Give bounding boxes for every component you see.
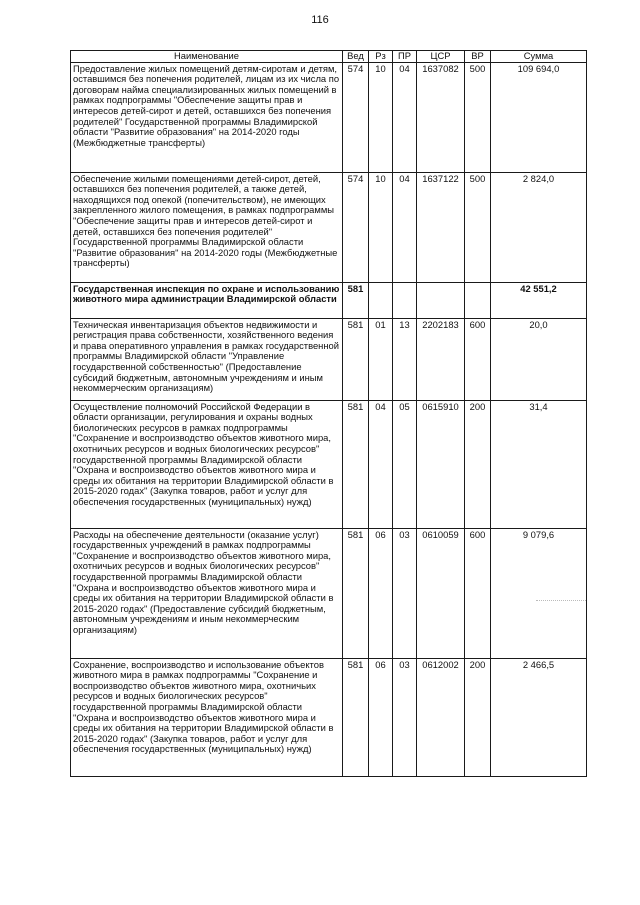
header-ved: Вед xyxy=(343,51,369,63)
row-rz: 10 xyxy=(369,62,393,172)
header-pr: ПР xyxy=(393,51,417,63)
row-sum: 31,4 xyxy=(491,400,587,528)
table-row xyxy=(71,400,587,528)
row-csr: 0612002 xyxy=(417,658,465,776)
row-name: Сохранение, воспроизводство и использование объектов животного мира в рамках подпрограммы "Сохранение и воспроизводство объектов животного мира, охотничьих ресурсов и водных биологических ресурсов" государственной программы Владимирской области "Охрана и воспроизводство объектов животного мира и среды их обитания на территории Владимирской области в 2015-2020 годах" (Закупка товаров, работ и услуг для обеспечения государственных (муниципальных) нужд) xyxy=(71,658,343,776)
row-ved: 581 xyxy=(343,318,369,400)
row-ved: 574 xyxy=(343,62,369,172)
row-ved: 581 xyxy=(343,282,369,318)
row-sum: 9 079,6 xyxy=(491,528,587,658)
row-sum: 20,0 xyxy=(491,318,587,400)
scan-artifact xyxy=(536,600,586,609)
row-vr xyxy=(465,282,491,318)
row-rz: 10 xyxy=(369,172,393,282)
row-rz xyxy=(369,282,393,318)
row-pr: 05 xyxy=(393,400,417,528)
section-sum: 42 551,2 xyxy=(491,282,587,318)
row-name: Расходы на обеспечение деятельности (оказание услуг) государственных учреждений в рамках подпрограммы "Сохранение и воспроизводство объектов животного мира, охотничьих ресурсов и водных биологических ресурсов" государственной программы Владимирской области "Охрана и воспроизводство объектов животного мира и среды их обитания на территории Владимирской области в 2015-2020 годах" (Предоставление субсидий бюджетным, автономным учреждениям и иным некоммерческим организациям) xyxy=(71,528,343,658)
row-csr: 1637082 xyxy=(417,62,465,172)
table-row xyxy=(71,172,587,282)
row-pr: 03 xyxy=(393,528,417,658)
budget-table xyxy=(70,50,587,777)
row-csr: 1637122 xyxy=(417,172,465,282)
row-ved: 581 xyxy=(343,400,369,528)
table-row xyxy=(71,62,587,172)
row-vr: 600 xyxy=(465,318,491,400)
row-rz: 01 xyxy=(369,318,393,400)
header-csr: ЦСР xyxy=(417,51,465,63)
row-ved: 581 xyxy=(343,658,369,776)
row-csr xyxy=(417,282,465,318)
section-name: Государственная инспекция по охране и использованию животного мира администрации Владимирской области xyxy=(71,282,343,318)
header-name: Наименование xyxy=(71,51,343,63)
row-csr: 0610059 xyxy=(417,528,465,658)
row-vr: 600 xyxy=(465,528,491,658)
row-name: Техническая инвентаризация объектов недвижимости и регистрация права собственности, хозяйственного ведения и права оперативного управления в рамках государственной программы Владимирской области "Управление государственной собственностью" (Предоставление субсидий бюджетным, автономным учреждениям и иным некоммерческим организациям) xyxy=(71,318,343,400)
row-sum: 2 824,0 xyxy=(491,172,587,282)
table-row xyxy=(71,658,587,776)
row-ved: 581 xyxy=(343,528,369,658)
row-name: Осуществление полномочий Российской Федерации в области организации, регулирования и охраны водных биологических ресурсов в рамках подпрограммы "Сохранение и воспроизводство объектов животного мира, охотничьих ресурсов и водных биологических ресурсов" государственной программы Владимирской области "Охрана и воспроизводство объектов животного мира и среды их обитания на территории Владимирской области в 2015-2020 годах" (Закупка товаров, работ и услуг для обеспечения государственных (муниципальных) нужд) xyxy=(71,400,343,528)
row-pr: 13 xyxy=(393,318,417,400)
header-vr: ВР xyxy=(465,51,491,63)
row-pr: 04 xyxy=(393,62,417,172)
row-rz: 06 xyxy=(369,658,393,776)
header-rz: Рз xyxy=(369,51,393,63)
row-vr: 500 xyxy=(465,172,491,282)
row-vr: 500 xyxy=(465,62,491,172)
table-row-section xyxy=(71,282,587,318)
row-rz: 06 xyxy=(369,528,393,658)
row-sum: 2 466,5 xyxy=(491,658,587,776)
row-vr: 200 xyxy=(465,658,491,776)
row-pr: 03 xyxy=(393,658,417,776)
row-name: Обеспечение жилыми помещениями детей-сирот, детей, оставшихся без попечения родителей, а также детей, находящихся под опекой (попечительством), не имеющих закрепленного жилого помещения, в рамках подпрограммы "Обеспечение защиты прав и интересов детей-сирот и детей, оставшихся без попечения родителей" Государственной программы Владимирской области "Развитие образования" на 2014-2020 годы (Межбюджетные трансферты) xyxy=(71,172,343,282)
row-vr: 200 xyxy=(465,400,491,528)
table-row xyxy=(71,318,587,400)
row-csr: 0615910 xyxy=(417,400,465,528)
row-sum: 109 694,0 xyxy=(491,62,587,172)
table-header-row xyxy=(71,51,587,63)
header-sum: Сумма xyxy=(491,51,587,63)
table-row xyxy=(71,528,587,658)
row-pr: 04 xyxy=(393,172,417,282)
row-pr xyxy=(393,282,417,318)
page-number: 116 xyxy=(311,14,329,26)
row-name: Предоставление жилых помещений детям-сиротам и детям, оставшимся без попечения родителей, лицам из их числа по договорам найма специализированных жилых помещений в рамках подпрограммы "Обеспечение защиты прав и интересов детей-сирот и детей, оставшихся без попечения родителей" Государственной программы Владимирской области "Развитие образования" на 2014-2020 годы (Межбюджетные трансферты) xyxy=(71,62,343,172)
row-rz: 04 xyxy=(369,400,393,528)
row-csr: 2202183 xyxy=(417,318,465,400)
row-ved: 574 xyxy=(343,172,369,282)
